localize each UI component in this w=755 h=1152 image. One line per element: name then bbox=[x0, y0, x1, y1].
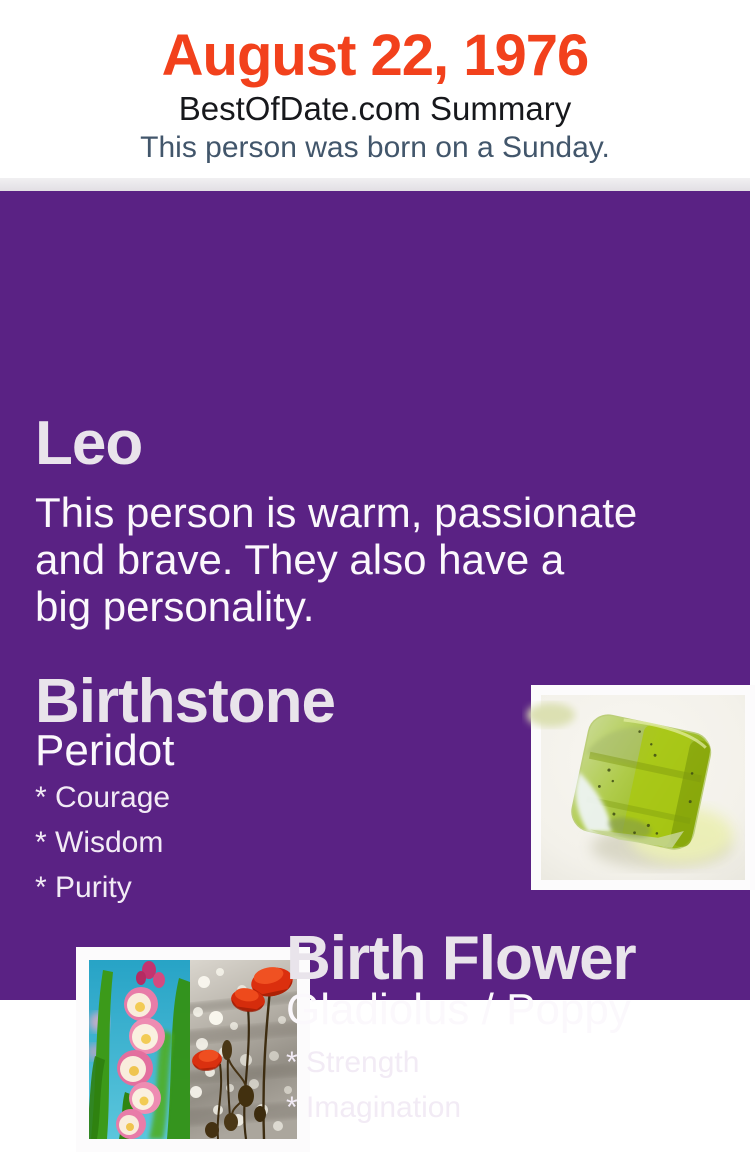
date-title: August 22, 1976 bbox=[161, 23, 589, 88]
site-summary-subtitle: BestOfDate.com Summary bbox=[178, 90, 572, 127]
header bbox=[0, 0, 750, 178]
birth-flower-trait: * Imagination bbox=[286, 1091, 462, 1124]
born-day-tagline: This person was born on a Sunday. bbox=[140, 131, 610, 164]
birth-flower-traits bbox=[286, 1040, 461, 1130]
birthstone-trait: * Wisdom bbox=[35, 826, 164, 859]
birth-flower-trait: * Strength bbox=[286, 1046, 420, 1079]
zodiac-sign-heading: Leo bbox=[35, 409, 143, 478]
birthstone-trait: * Purity bbox=[35, 871, 132, 904]
birthstone-heading: Birthstone bbox=[35, 667, 335, 736]
peridot-gemstone-photo bbox=[531, 685, 755, 890]
flower-illustration bbox=[89, 960, 297, 1139]
birthstone-name: Peridot bbox=[35, 726, 175, 775]
gladiolus-and-poppy-photo bbox=[76, 947, 310, 1152]
zodiac-description bbox=[35, 489, 725, 630]
summary-panel bbox=[0, 191, 750, 1124]
zodiac-description-line3: big personality. bbox=[35, 583, 315, 630]
header-divider bbox=[0, 178, 750, 191]
peridot-gem-illustration bbox=[541, 695, 745, 880]
birthstone-traits bbox=[35, 775, 170, 910]
zodiac-description-line2: and brave. They also have a bbox=[35, 536, 565, 583]
gladiolus-panel bbox=[85, 960, 190, 1139]
birth-flower-name: Gladiolus / Poppy bbox=[286, 985, 631, 1034]
birthstone-trait: * Courage bbox=[35, 781, 171, 814]
zodiac-description-line1: This person is warm, passionate bbox=[35, 489, 638, 536]
birth-flower-heading: Birth Flower bbox=[286, 924, 636, 993]
